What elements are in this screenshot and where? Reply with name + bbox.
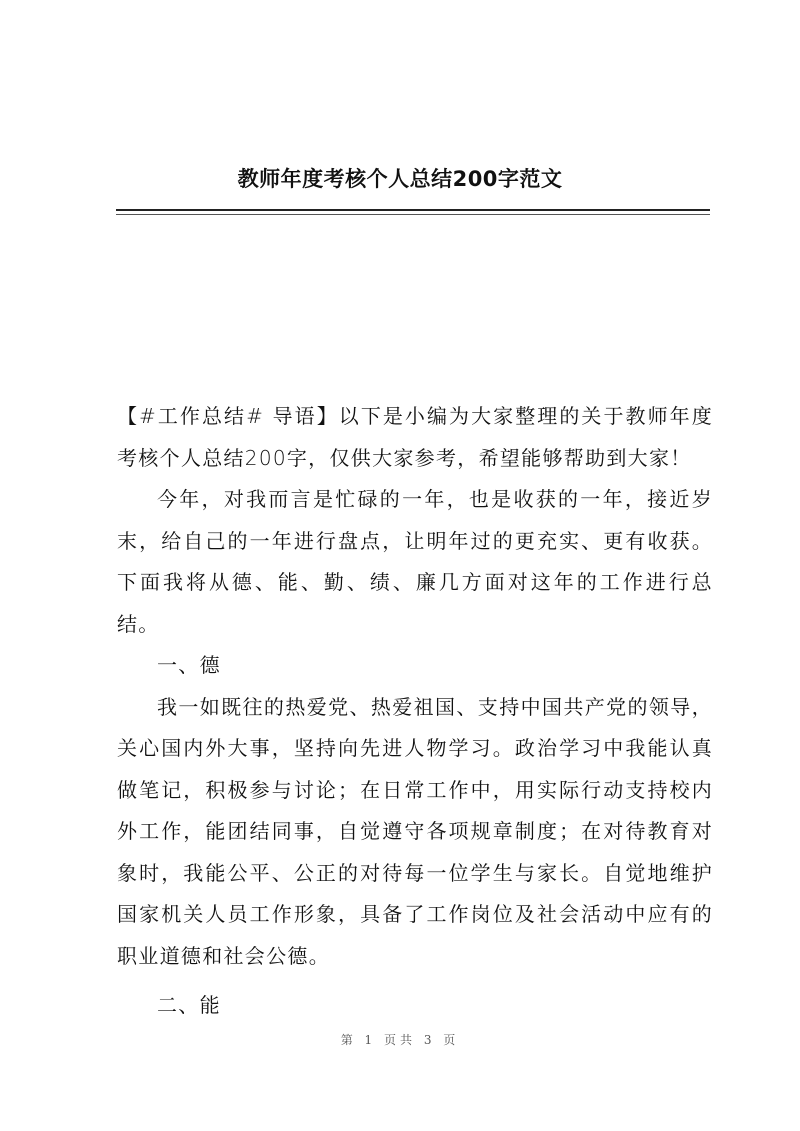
section-heading-neng: 二、能: [157, 993, 221, 1017]
title-divider-thin: [116, 214, 710, 215]
document-body: [117, 396, 713, 1027]
page-number-footer: 第 1 页共 3 页: [340, 1033, 460, 1047]
paragraph-gap: [117, 977, 713, 985]
body-paragraph: 我一如既往的热爱党、热爱祖国、支持中国共产党的领导，关心国内外大事，坚持向先进人物学习。政治学习中我能认真做笔记，积极参与讨论；在日常工作中，用实际行动支持校内外工作，能团结同事，自觉遵守各项规章制度；在对待教育对象时，我能公平、公正的对待每一位学生与家长。自觉地维护国家机关人员工作形象，具备了工作岗位及社会活动中应有的职业道德和社会公德。: [117, 694, 713, 968]
title-divider: [116, 209, 710, 211]
page-title: 教师年度考核个人总结200字范文: [237, 167, 563, 191]
intro-paragraph: 【#工作总结# 导语】以下是小编为大家整理的关于教师年度考核个人总结200字，仅供大家参考，希望能够帮助到大家！: [117, 404, 713, 470]
section-heading-de: 一、德: [157, 653, 221, 677]
body-paragraph: 今年，对我而言是忙碌的一年，也是收获的一年，接近岁末，给自己的一年进行盘点，让明年过的更充实、更有收获。下面我将从德、能、勤、绩、廉几方面对这年的工作进行总结。: [117, 487, 713, 636]
